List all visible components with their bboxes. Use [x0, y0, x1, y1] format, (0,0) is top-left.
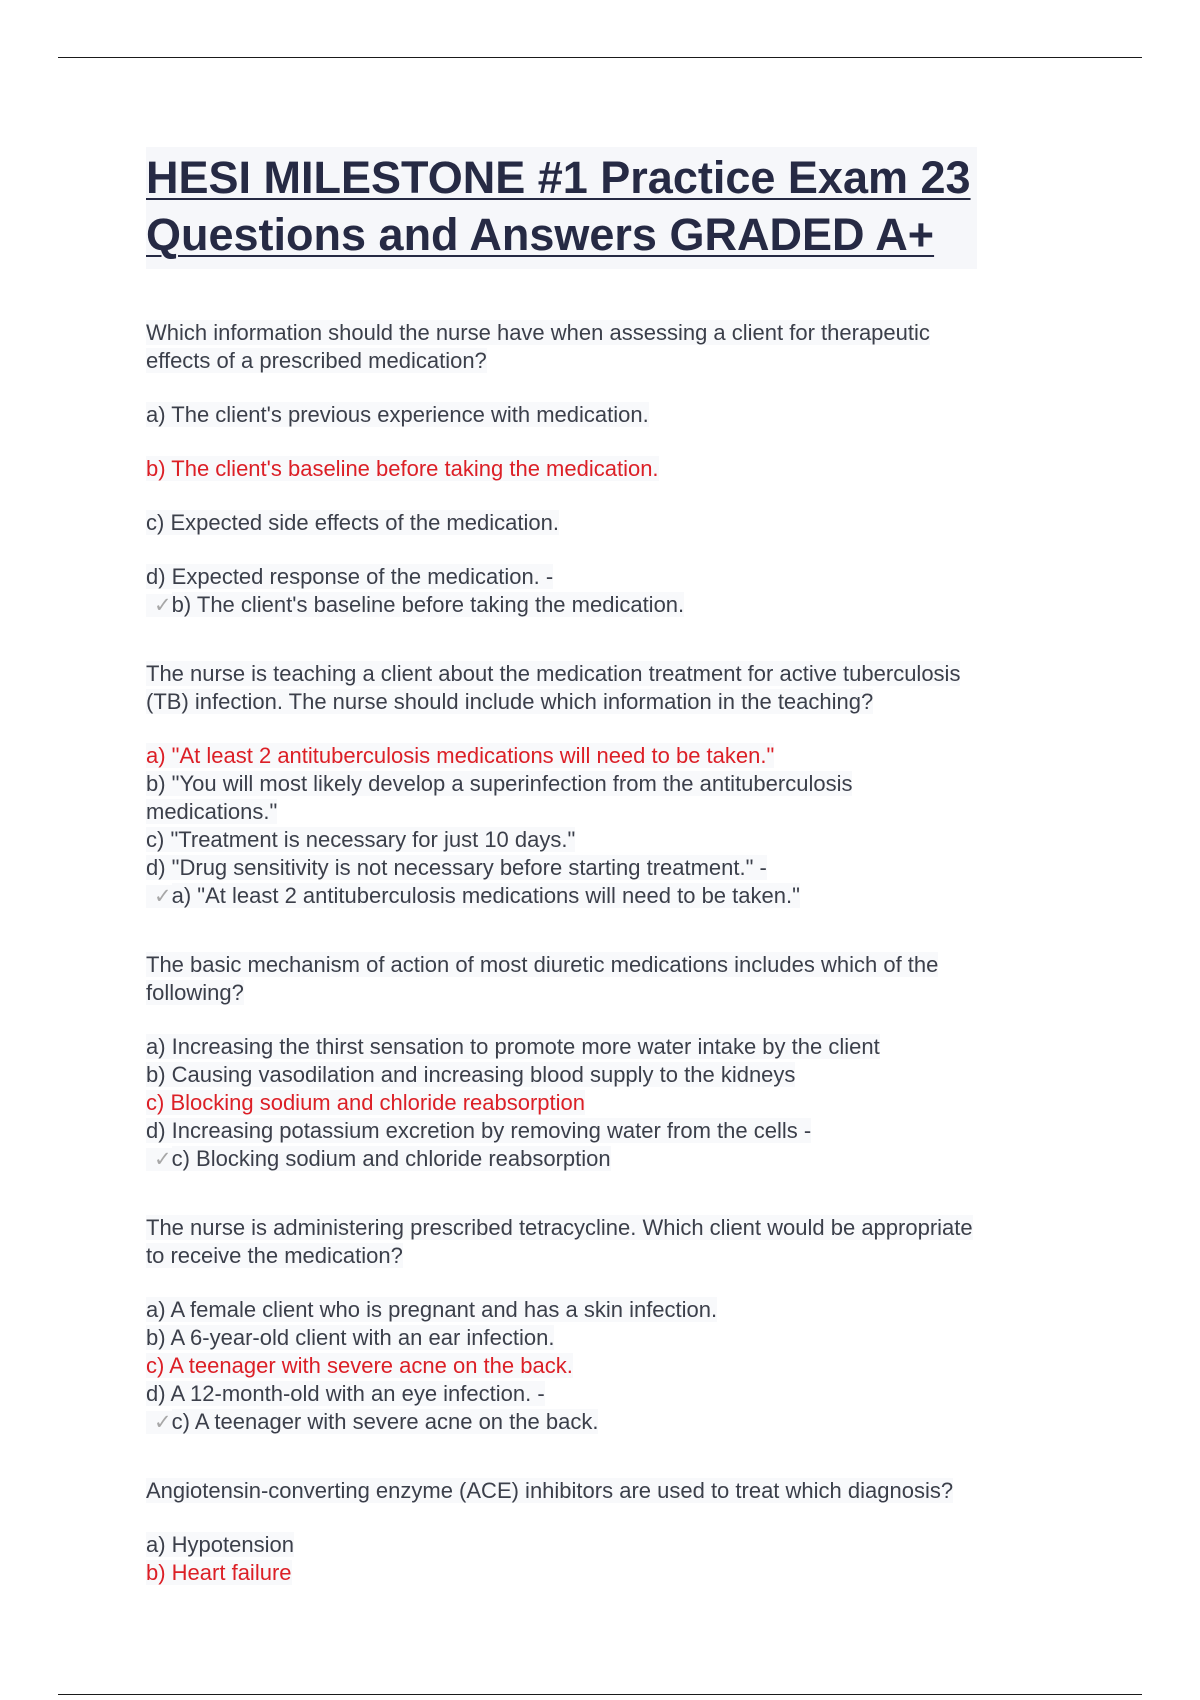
option-b: b) A 6-year-old client with an ear infection.: [146, 1325, 555, 1350]
option-b-cont: medications.": [146, 799, 278, 824]
answer-line: ✓a) "At least 2 antituberculosis medications will need to be taken.": [146, 882, 1066, 911]
option-d: d) "Drug sensitivity is not necessary before starting treatment." -: [146, 855, 767, 880]
checkmark-icon: ✓: [146, 1411, 172, 1434]
question-text: The nurse is administering prescribed tetracycline. Which client would be appropriate: [146, 1215, 973, 1240]
option-c-correct: c) A teenager with severe acne on the back.: [146, 1353, 573, 1378]
question-1: [146, 319, 1066, 620]
checkmark-icon: ✓: [146, 594, 172, 617]
option-c: c) "Treatment is necessary for just 10 days.": [146, 827, 576, 852]
option-d: d) A 12-month-old with an eye infection. -: [146, 1381, 545, 1406]
bottom-rule: [58, 1694, 1142, 1695]
question-4: [146, 1214, 1066, 1437]
question-text: (TB) infection. The nurse should include which information in the teaching?: [146, 689, 874, 714]
checkmark-icon: ✓: [146, 1148, 172, 1171]
option-c: c) Expected side effects of the medication.: [146, 510, 559, 535]
option-b-correct: b) The client's baseline before taking the medication.: [146, 456, 659, 481]
option-d: d) Increasing potassium excretion by removing water from the cells -: [146, 1118, 812, 1143]
option-a: a) Hypotension: [146, 1532, 294, 1557]
question-text: following?: [146, 980, 244, 1005]
document-title: [146, 147, 977, 269]
checkmark-icon: ✓: [146, 885, 172, 908]
top-rule: [58, 57, 1142, 58]
answer-line: ✓c) Blocking sodium and chloride reabsorption: [146, 1145, 1066, 1174]
question-2: [146, 660, 1066, 911]
document-body: [146, 147, 1066, 1587]
question-text: The basic mechanism of action of most diuretic medications includes which of the: [146, 952, 939, 977]
title-line-1: HESI MILESTONE #1 Practice Exam 23: [146, 152, 971, 203]
question-text: Which information should the nurse have when assessing a client for therapeutic: [146, 320, 930, 345]
question-text: Angiotensin-converting enzyme (ACE) inhibitors are used to treat which diagnosis?: [146, 1478, 954, 1503]
option-a: a) The client's previous experience with medication.: [146, 402, 649, 427]
option-a: a) A female client who is pregnant and has a skin infection.: [146, 1297, 718, 1322]
question-3: [146, 951, 1066, 1174]
question-text: to receive the medication?: [146, 1243, 403, 1268]
option-a: a) Increasing the thirst sensation to promote more water intake by the client: [146, 1034, 880, 1059]
option-a-correct: a) "At least 2 antituberculosis medications will need to be taken.": [146, 743, 775, 768]
option-c-correct: c) Blocking sodium and chloride reabsorption: [146, 1090, 586, 1115]
question-text: effects of a prescribed medication?: [146, 348, 487, 373]
question-text: The nurse is teaching a client about the medication treatment for active tuberculosis: [146, 661, 961, 686]
option-b: b) "You will most likely develop a superinfection from the antituberculosis: [146, 771, 853, 796]
answer-line: ✓c) A teenager with severe acne on the back.: [146, 1408, 1066, 1437]
option-b: b) Causing vasodilation and increasing blood supply to the kidneys: [146, 1062, 796, 1087]
answer-line: ✓b) The client's baseline before taking the medication.: [146, 591, 1066, 620]
question-5: [146, 1477, 1066, 1587]
title-line-2: Questions and Answers GRADED A+: [146, 209, 935, 260]
option-b-correct: b) Heart failure: [146, 1560, 292, 1585]
option-d: d) Expected response of the medication. -: [146, 564, 554, 589]
